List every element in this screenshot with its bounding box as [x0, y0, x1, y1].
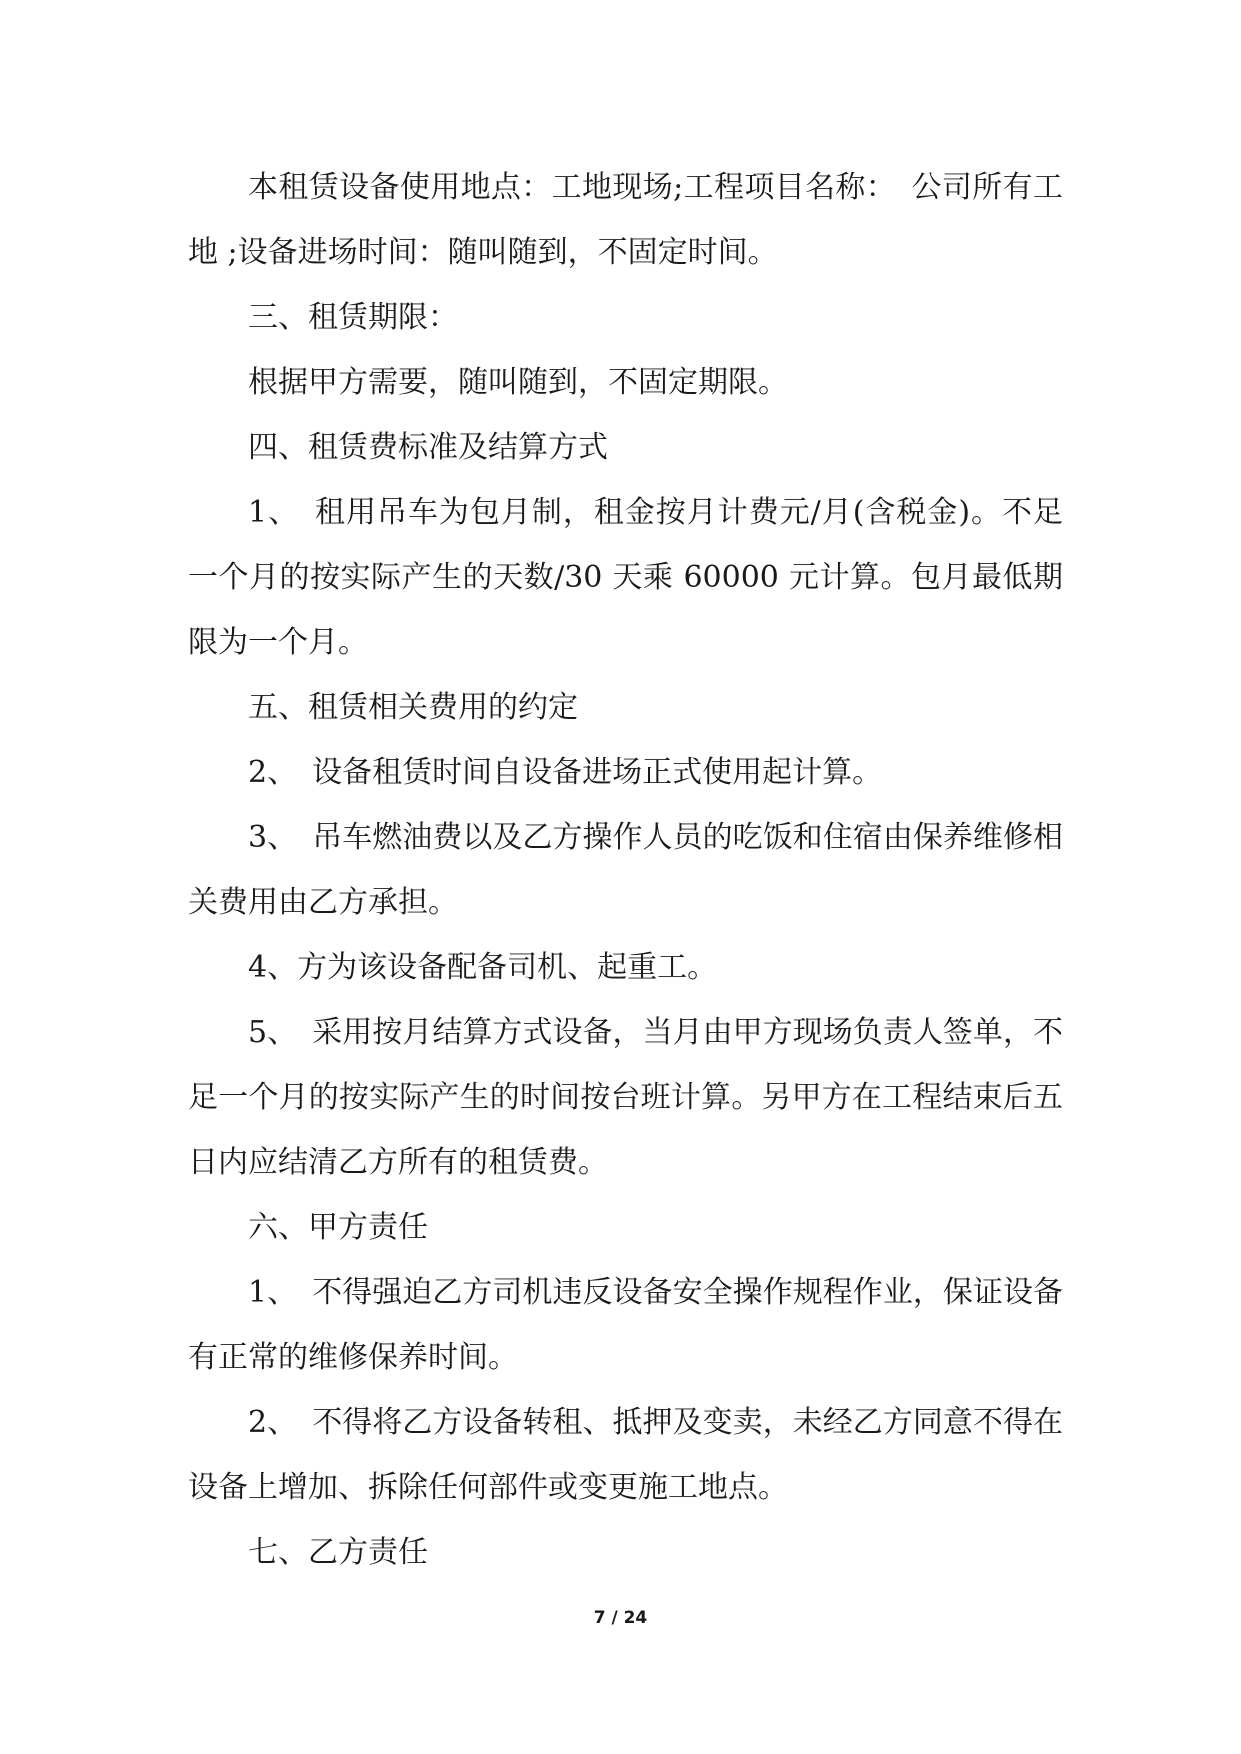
heading-related-fees: 五、租赁相关费用的约定 — [248, 690, 578, 725]
paragraph-party-a-2: 2、 不得将乙方设备转租、抵押及变卖，未经乙方同意不得在设备上增加、拆除任何部件或变更施工地点。 — [188, 1405, 1063, 1505]
paragraph-fee-4: 4、方为该设备配备司机、起重工。 — [248, 950, 718, 985]
paragraph-party-a-1: 1、 不得强迫乙方司机违反设备安全操作规程作业，保证设备有正常的维修保养时间。 — [188, 1275, 1063, 1375]
paragraph-location: 本租赁设备使用地点：工地现场;工程项目名称： 公司所有工地 ;设备进场时间：随叫随到，不固定时间。 — [188, 170, 1063, 270]
paragraph-fee-1: 1、 租用吊车为包月制，租金按月计费元/月(含税金)。不足一个月的按实际产生的天数/30 天乘 60000 元计算。包月最低期限为一个月。 — [188, 495, 1063, 660]
page-number: 7 / 24 — [593, 1608, 648, 1628]
paragraph-lease-term: 根据甲方需要，随叫随到，不固定期限。 — [248, 365, 788, 400]
heading-party-a-duties: 六、甲方责任 — [248, 1210, 428, 1245]
heading-party-b-duties: 七、乙方责任 — [248, 1535, 428, 1570]
document-body — [188, 155, 1063, 1585]
heading-lease-term: 三、租赁期限： — [248, 300, 458, 335]
paragraph-fee-5: 5、 采用按月结算方式设备，当月由甲方现场负责人签单，不足一个月的按实际产生的时间按台班计算。另甲方在工程结束后五日内应结清乙方所有的租赁费。 — [188, 1015, 1063, 1180]
heading-fee-settlement: 四、租赁费标准及结算方式 — [248, 430, 608, 465]
paragraph-fee-2: 2、 设备租赁时间自设备进场正式使用起计算。 — [248, 755, 883, 790]
paragraph-fee-3: 3、 吊车燃油费以及乙方操作人员的吃饭和住宿由保养维修相关费用由乙方承担。 — [188, 820, 1063, 920]
